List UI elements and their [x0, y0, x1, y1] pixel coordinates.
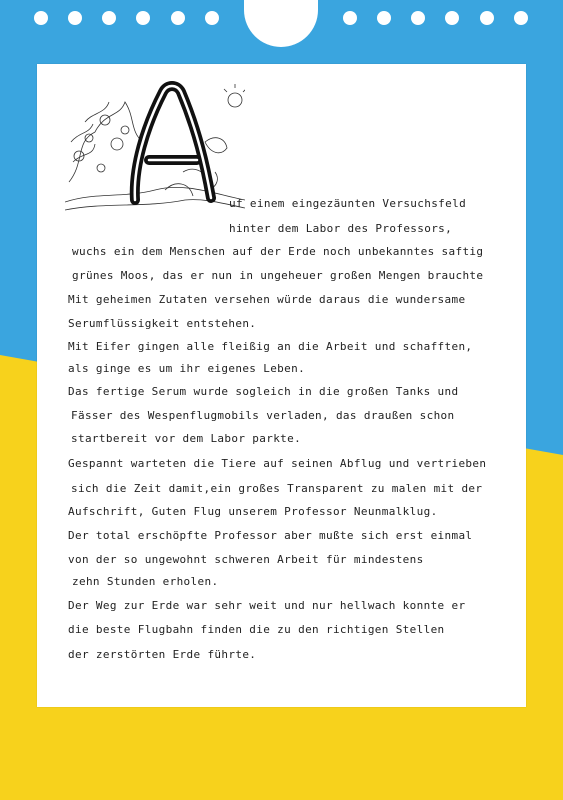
binding-hole [377, 11, 391, 25]
story-line: Fässer des Wespenflugmobils verladen, das draußen schon [71, 409, 455, 422]
story-line: der zerstörten Erde führte. [68, 648, 257, 661]
story-line: als ginge es um ihr eigenes Leben. [68, 362, 306, 375]
story-line: von der so ungewohnt schweren Arbeit für mindestens [68, 553, 424, 566]
binding-hole [171, 11, 185, 25]
binding-hole [445, 11, 459, 25]
binding-hole [68, 11, 82, 25]
binding-hole [205, 11, 219, 25]
story-line: uf einem eingezäunten Versuchsfeld [229, 197, 467, 210]
story-line: Der total erschöpfte Professor aber mußte sich erst einmal [68, 529, 473, 542]
story-line: Das fertige Serum wurde sogleich in die großen Tanks und [68, 385, 459, 398]
story-line: hinter dem Labor des Professors, [229, 222, 453, 235]
story-page [37, 64, 526, 707]
initial-letter: A [65, 72, 66, 73]
binding-hole [411, 11, 425, 25]
binding-hole [480, 11, 494, 25]
binding-hole [343, 11, 357, 25]
binding-hole [102, 11, 116, 25]
story-line: Serumflüssigkeit entstehen. [68, 317, 257, 330]
story-line: Gespannt warteten die Tiere auf seinen Abflug und vertrieben [68, 457, 487, 470]
story-line: Der Weg zur Erde war sehr weit und nur hellwach konnte er [68, 599, 466, 612]
binding-hole [136, 11, 150, 25]
story-line: startbereit vor dem Labor parkte. [71, 432, 302, 445]
story-line: grünes Moos, das er nun in ungeheuer großen Mengen brauchte [72, 269, 484, 282]
story-line: die beste Flugbahn finden die zu den richtigen Stellen [68, 623, 445, 636]
illustrated-initial-a [65, 72, 245, 212]
binding-hole [34, 11, 48, 25]
story-line: Aufschrift, Guten Flug unserem Professor Neunmalklug. [68, 505, 438, 518]
story-line: wuchs ein dem Menschen auf der Erde noch unbekanntes saftig [72, 245, 484, 258]
binding-hole [514, 11, 528, 25]
story-line: Mit geheimen Zutaten versehen würde daraus die wundersame [68, 293, 466, 306]
story-line: zehn Stunden erholen. [72, 575, 219, 588]
story-line: Mit Eifer gingen alle fleißig an die Arbeit und schafften, [68, 340, 473, 353]
story-line: sich die Zeit damit,ein großes Transparent zu malen mit der [71, 482, 483, 495]
